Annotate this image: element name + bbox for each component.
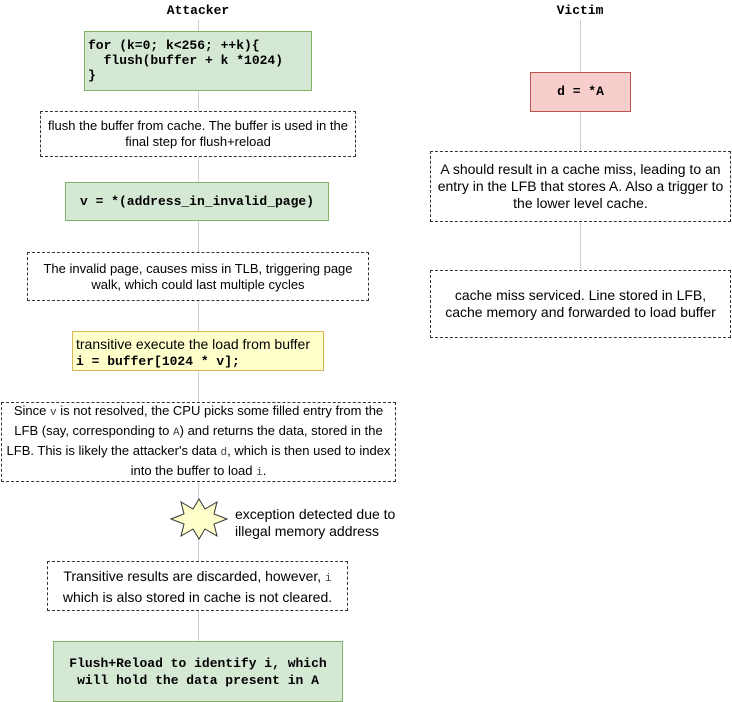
- invalid-load-code: v = *(address_in_invalid_page): [79, 193, 315, 209]
- transient-label: transitive execute the load from buffer: [76, 336, 310, 352]
- flush-loop-box: [84, 31, 312, 91]
- victim-miss-note: A should result in a cache miss, leading to an entry in the LFB that stores A. Also a trigger to the lower level cache.: [430, 151, 731, 222]
- discard-note: [47, 561, 348, 611]
- lfb-note-text-2: is not resolved, the CPU picks some filled entry from the LFB (say, corresponding to: [14, 403, 384, 438]
- lfb-note-text-4: , which is then used to index into the buffer to load: [130, 443, 391, 478]
- transient-execute-box: [72, 331, 324, 371]
- transient-code: i = buffer[1024 * v];: [76, 354, 240, 369]
- flush-reload-code: Flush+Reload to identify i, which will hold the data present in A: [69, 655, 327, 688]
- lfb-note-text-3: ) and returns the data, stored in the LFB. This is likely the attacker's data: [6, 423, 383, 458]
- discard-note-text-1: Transitive results are discarded, however,: [63, 567, 326, 584]
- victim-load-code: d = *A: [557, 84, 604, 99]
- lfb-note-text-1: Since: [13, 403, 50, 418]
- flush-note: flush the buffer from cache. The buffer is used in the final step for flush+reload: [40, 111, 356, 157]
- lfb-note: [1, 402, 396, 482]
- lfb-note-code-v: v: [49, 407, 57, 419]
- discard-note-code-i: i: [325, 572, 332, 585]
- lfb-note-text-5: .: [262, 463, 267, 478]
- lfb-note-code-a: A: [173, 427, 180, 439]
- victim-load-box: [530, 72, 631, 112]
- invalid-load-box: [65, 182, 329, 221]
- tlb-note: The invalid page, causes miss in TLB, triggering page walk, which could last multiple cycles: [27, 252, 369, 301]
- discard-note-text-2: which is also stored in cache is not cleared.: [62, 588, 333, 605]
- lfb-note-code-d: d: [220, 447, 228, 459]
- exception-star-icon: [169, 497, 229, 541]
- victim-serviced-note: cache miss serviced. Line stored in LFB, cache memory and forwarded to load buffer: [430, 270, 731, 338]
- victim-title: Victim: [556, 3, 604, 18]
- flush-reload-box: [53, 641, 343, 702]
- exception-label: exception detected due to illegal memory address: [235, 506, 396, 539]
- flush-loop-code: for (k=0; k<256; ++k){ flush(buffer + k *1024) }: [88, 38, 284, 83]
- attacker-title: Attacker: [166, 3, 230, 18]
- lfb-note-code-i: i: [256, 467, 263, 479]
